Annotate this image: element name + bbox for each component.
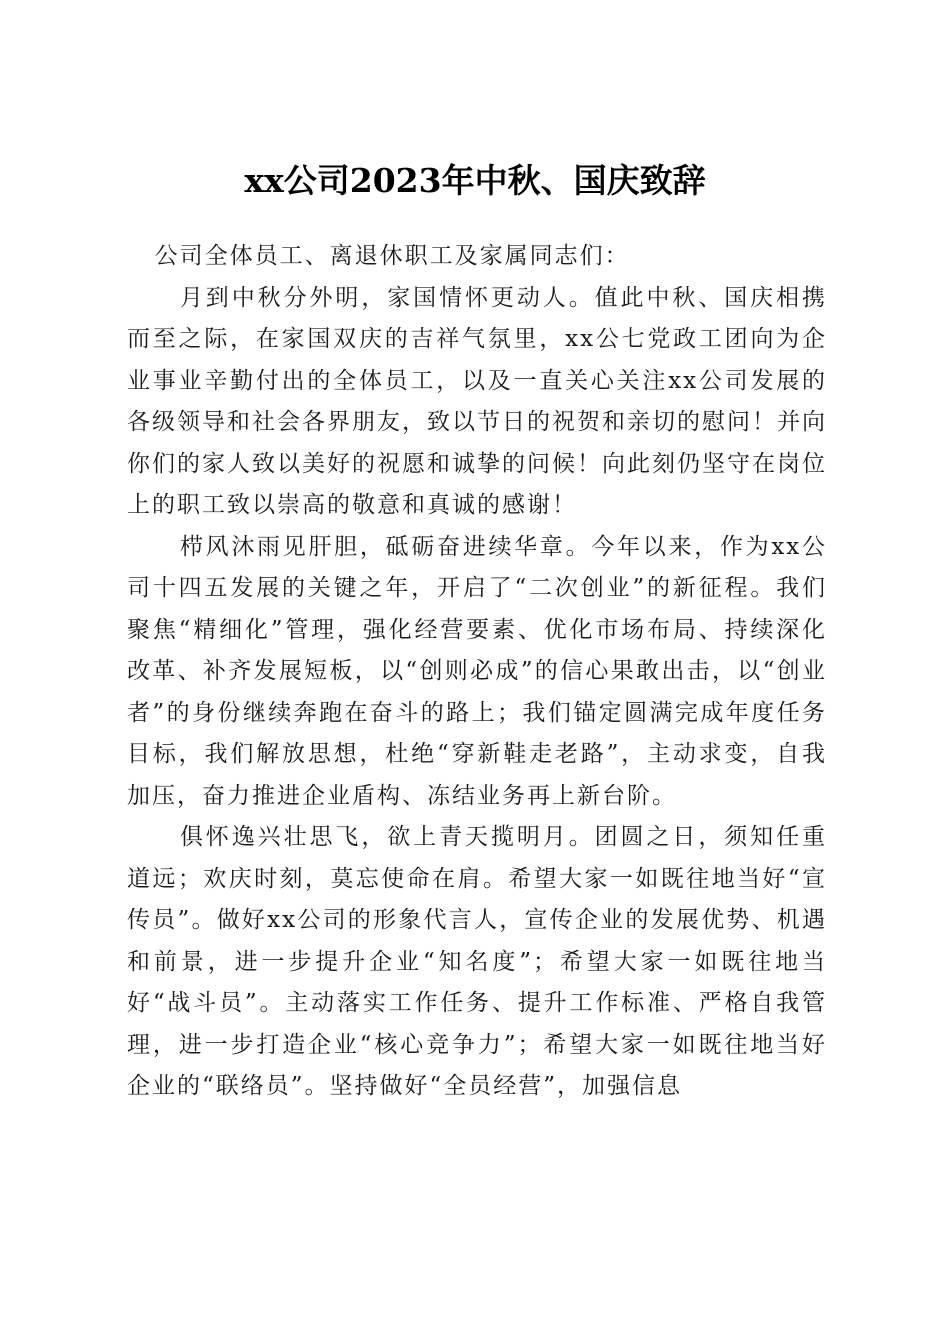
paragraph-3: 俱怀逸兴壮思飞，欲上青天揽明月。团圆之日，须知任重道远；欢庆时刻，莫忘使命在肩。希望大家一如既往地当好“宣传员”。做好xx公司的形象代言人，宣传企业的发展优势、机遇和前景，进一步提升企业“知名度”；希望大家一如既往地当好“战斗员”。主动落实工作任务、提升工作标准、严格自我管理，进一步打造企业“核心竞争力”；希望大家一如既往地当好企业的“联络员”。坚持做好“全员经营”，加强信息: [127, 824, 827, 1099]
document-title: xx公司2023年中秋、国庆致辞: [244, 161, 706, 201]
paragraph-1: 月到中秋分外明，家国情怀更动人。值此中秋、国庆相携而至之际，在家国双庆的吉祥气氛里，xx公七党政工团向为企业事业辛勤付出的全体员工，以及一直关心关注xx公司发展的各级领导和社会各界朋友，致以节日的祝贺和亲切的慰问！并向你们的家人致以美好的祝愿和诚挚的问候！向此刻仍坚守在岗位上的职工致以崇高的敬意和真诚的感谢！: [127, 284, 827, 518]
paragraph-2: 栉风沐雨见肝胆，砥砺奋进续华章。今年以来，作为xx公司十四五发展的关键之年，开启了“二次创业”的新征程。我们聚焦“精细化”管理，强化经营要素、优化市场布局、持续深化改革、补齐发展短板，以“创则必成”的信心果敢出击，以“创业者”的身份继续奔跑在奋斗的路上；我们锚定圆满完成年度任务目标，我们解放思想，杜绝“穿新鞋走老路”，主动求变，自我加压，奋力推进企业盾构、冻结业务再上新台阶。: [127, 533, 827, 809]
salutation: 公司全体员工、离退休职工及家属同志们：: [154, 243, 630, 269]
document-body: [127, 236, 827, 1108]
